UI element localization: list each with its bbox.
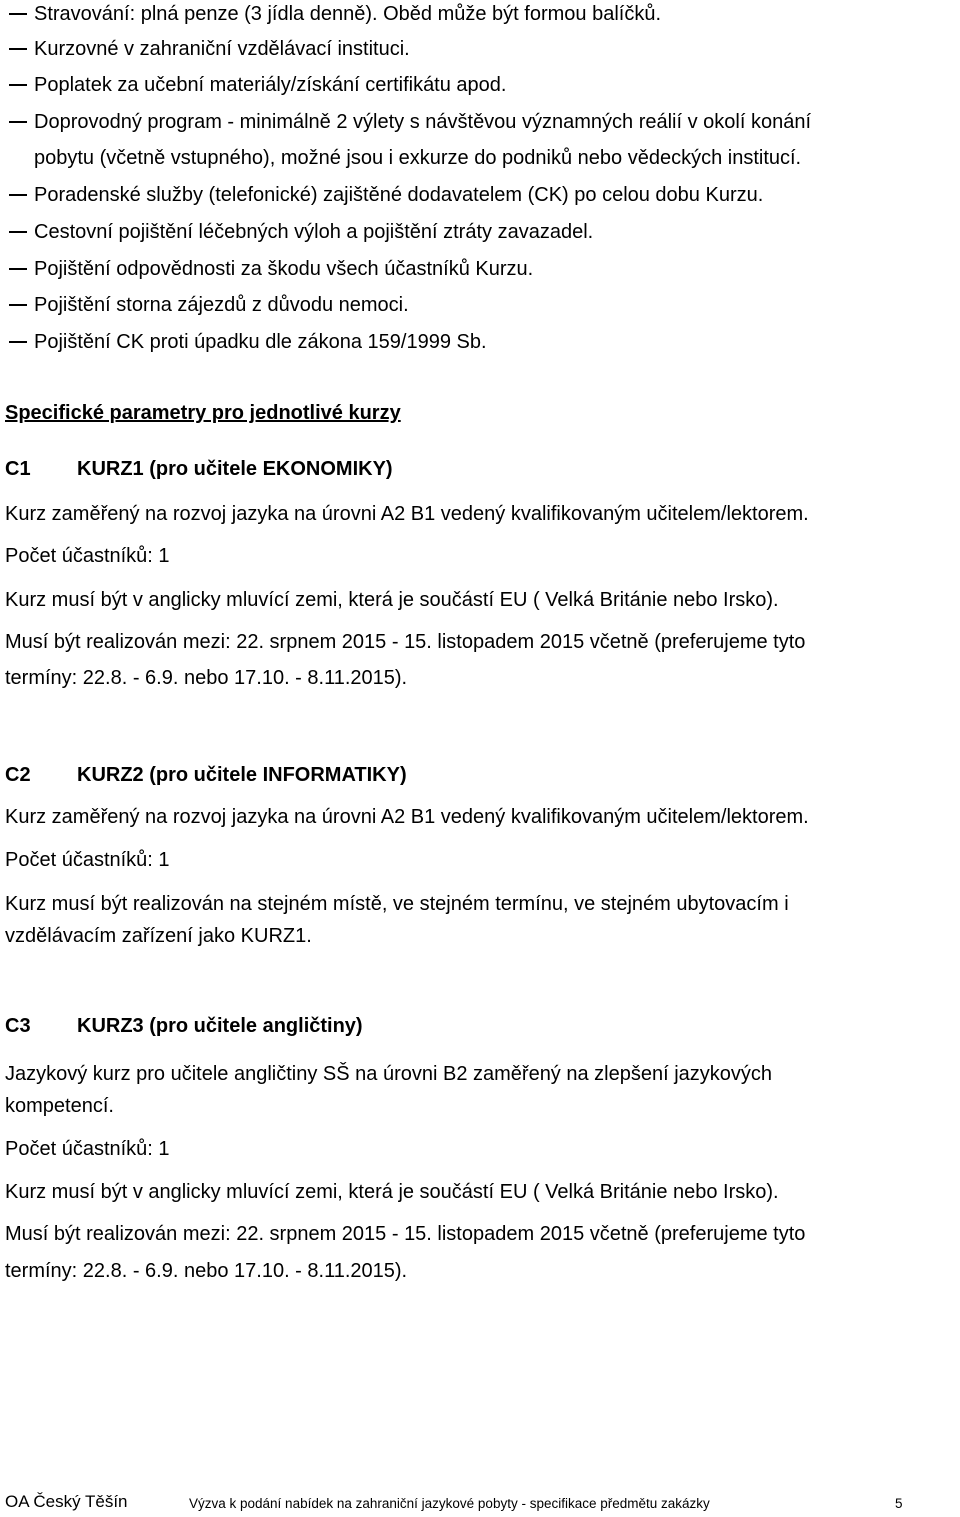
dash-icon — [9, 268, 27, 270]
course-code: C3 — [5, 1015, 31, 1037]
course-location-continued: vzdělávacím zařízení jako KURZ1. — [5, 925, 312, 947]
course-code: C2 — [5, 764, 31, 786]
bullet-text: Kurzovné v zahraniční vzdělávací instituci. — [34, 38, 410, 60]
course-title: KURZ1 (pro učitele EKONOMIKY) — [77, 458, 393, 480]
bullet-text: Poradenské služby (telefonické) zajištěné dodavatelem (CK) po celou dobu Kurzu. — [34, 184, 764, 206]
dash-icon — [9, 13, 27, 15]
course-dates: Musí být realizován mezi: 22. srpnem 2015 - 15. listopadem 2015 včetně (preferujeme tyto — [5, 631, 806, 653]
course-code: C1 — [5, 458, 31, 480]
participant-count: Počet účastníků: 1 — [5, 1138, 170, 1160]
dash-icon — [9, 84, 27, 86]
dash-icon — [9, 48, 27, 50]
course-location: Kurz musí být v anglicky mluvící zemi, která je součástí EU ( Velká Británie nebo Irsko). — [5, 589, 779, 611]
participant-count: Počet účastníků: 1 — [5, 849, 170, 871]
course-location: Kurz musí být v anglicky mluvící zemi, která je součástí EU ( Velká Británie nebo Irsko). — [5, 1181, 779, 1203]
course-description: Jazykový kurz pro učitele angličtiny SŠ na úrovni B2 zaměřený na zlepšení jazykových — [5, 1063, 773, 1085]
bullet-text: Pojištění storna zájezdů z důvodu nemoci. — [34, 294, 409, 316]
page-footer — [0, 1488, 960, 1517]
footer-document-title: Výzva k podání nabídek na zahraniční jazykové pobyty - specifikace předmětu zakázky — [189, 1496, 710, 1511]
bullet-text: Stravování: plná penze (3 jídla denně). Oběd může být formou balíčků. — [34, 3, 662, 25]
course-title: KURZ3 (pro učitele angličtiny) — [77, 1015, 363, 1037]
bullet-text: Doprovodný program - minimálně 2 výlety s návštěvou významných reálií v okolí konání — [34, 111, 812, 133]
page-number: 5 — [895, 1496, 903, 1511]
dash-icon — [9, 194, 27, 196]
course-title: KURZ2 (pro učitele INFORMATIKY) — [77, 764, 407, 786]
course-dates-continued: termíny: 22.8. - 6.9. nebo 17.10. - 8.11.2015). — [5, 667, 408, 689]
bullet-text: Pojištění CK proti úpadku dle zákona 159/1999 Sb. — [34, 331, 487, 353]
section-heading: Specifické parametry pro jednotlivé kurzy — [5, 402, 401, 424]
course-description: Kurz zaměřený na rozvoj jazyka na úrovni A2 B1 vedený kvalifikovaným učitelem/lektorem. — [5, 806, 809, 828]
bullet-text: Pojištění odpovědnosti za škodu všech účastníků Kurzu. — [34, 258, 534, 280]
dash-icon — [9, 231, 27, 233]
bullet-text: Poplatek za učební materiály/získání certifikátu apod. — [34, 74, 507, 96]
course-dates-continued: termíny: 22.8. - 6.9. nebo 17.10. - 8.11.2015). — [5, 1260, 408, 1282]
dash-icon — [9, 304, 27, 306]
course-description: Kurz zaměřený na rozvoj jazyka na úrovni A2 B1 vedený kvalifikovaným učitelem/lektorem. — [5, 503, 809, 525]
bullet-text-continued: pobytu (včetně vstupného), možné jsou i exkurze do podniků nebo vědeckých institucí. — [34, 147, 802, 169]
course-location: Kurz musí být realizován na stejném místě, ve stejném termínu, ve stejném ubytovacím i — [5, 893, 789, 915]
dash-icon — [9, 121, 27, 123]
course-description-continued: kompetencí. — [5, 1095, 114, 1117]
dash-icon — [9, 341, 27, 343]
footer-school-name: OA Český Těšín — [5, 1492, 128, 1511]
bullet-text: Cestovní pojištění léčebných výloh a pojištění ztráty zavazadel. — [34, 221, 594, 243]
course-dates: Musí být realizován mezi: 22. srpnem 2015 - 15. listopadem 2015 včetně (preferujeme tyto — [5, 1223, 806, 1245]
participant-count: Počet účastníků: 1 — [5, 545, 170, 567]
